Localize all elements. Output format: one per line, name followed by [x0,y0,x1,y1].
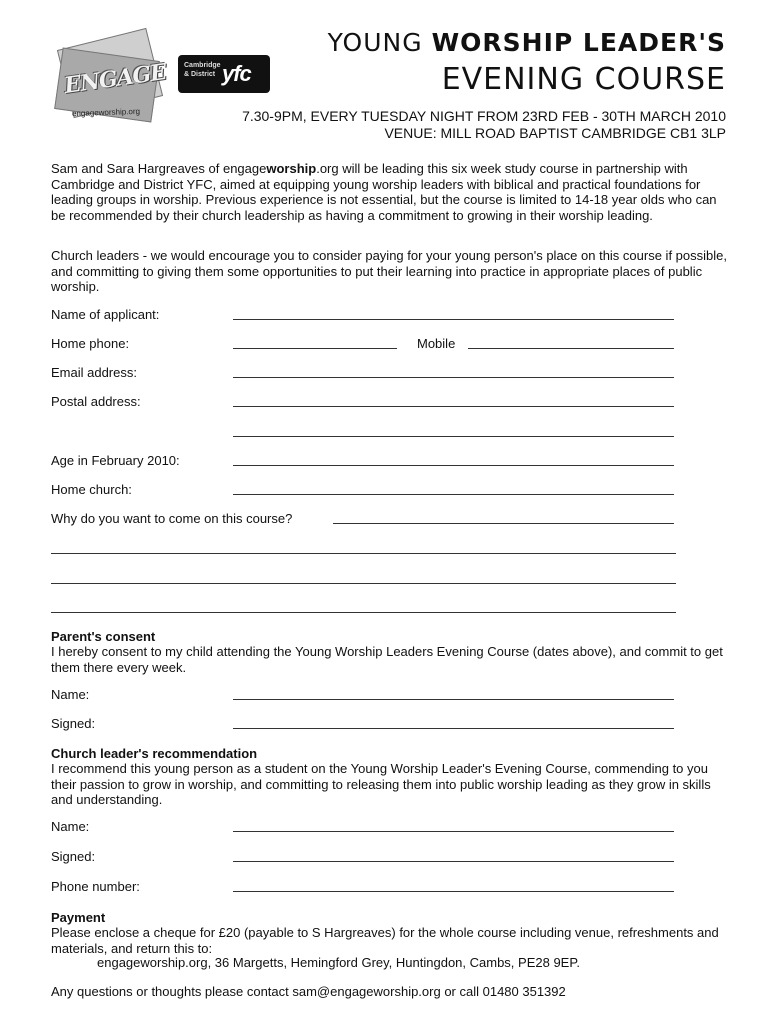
name-of-applicant-field[interactable] [233,319,674,320]
payment-heading: Payment [51,910,106,925]
engage-logo [56,36,168,128]
postal-address-field-line2[interactable] [233,436,674,437]
leader-signed-field[interactable] [233,861,674,862]
leader-recommendation-heading: Church leader's recommendation [51,746,258,761]
parent-consent-heading: Parent's consent [51,629,156,644]
title-worship-leaders: WORSHIP LEADER'S [431,28,726,57]
postal-address-field-line1[interactable] [233,406,674,407]
home-church-label: Home church: [51,482,132,497]
parent-signed-label: Signed: [51,716,96,731]
email-address-label: Email address: [51,365,137,380]
engage-logo-word: ENGAGE [62,59,168,99]
return-address: engageworship.org, 36 Margetts, Hemingford Grey, Huntingdon, Cambs, PE28 9EP. [97,955,580,970]
course-venue: VENUE: MILL ROAD BAPTIST CAMBRIDGE CB1 3LP [384,125,726,141]
why-come-field-line3[interactable] [51,583,676,584]
age-label: Age in February 2010: [51,453,180,468]
home-phone-label: Home phone: [51,336,130,351]
title-young: YOUNG [327,28,432,57]
email-address-field[interactable] [233,377,674,378]
intro-paragraph [51,161,731,223]
leader-phone-label: Phone number: [51,879,140,894]
leader-signed-label: Signed: [51,849,96,864]
name-of-applicant-label: Name of applicant: [51,307,160,322]
payment-text: Please enclose a cheque for £20 (payable to S Hargreaves) for the whole course including venue, refreshments and materials, and return this to: [51,925,719,956]
age-field[interactable] [233,465,674,466]
leader-name-field[interactable] [233,831,674,832]
parent-name-field[interactable] [233,699,674,700]
parent-name-label: Name: [51,687,90,702]
contact-line: Any questions or thoughts please contact sam@engageworship.org or call 01480 351392 [51,984,566,999]
why-come-field-line1[interactable] [333,523,674,524]
leader-recommendation-text: I recommend this young person as a student on the Young Worship Leader's Evening Course, commending to you their passion to grow in worship, and committing to releasing them into public worship leading as they grow in skills and understanding. [51,761,711,807]
parent-consent-text: I hereby consent to my child attending the Young Worship Leaders Evening Course (dates above), and commit to get them there every week. [51,644,723,675]
yfc-logo-word: yfc [222,61,251,86]
course-dates: 7.30-9PM, EVERY TUESDAY NIGHT FROM 23RD FEB - 30TH MARCH 2010 [242,108,726,124]
church-leaders-paragraph: Church leaders - we would encourage you to consider paying for your young person's place on this course if possible, and committing to giving them some opportunities to put their learning into practice in appropriate places of public worship. [51,248,727,294]
intro-text-c: .org will be leading this six week study course in partnership with Cambridge and District YFC, aimed at equipping young worship leaders with biblical and practical foundations for leading groups in worship. Previous experience is not essential, but the course is limited to 14-18 year olds who can be recommended by their church leadership as having a commitment to growing in their worship leading. [51,161,717,223]
home-phone-field[interactable] [233,348,397,349]
why-come-label: Why do you want to come on this course? [51,511,293,526]
yfc-logo-region: Cambridge & District [184,62,221,78]
leader-phone-field[interactable] [233,891,674,892]
yfc-logo [178,55,270,93]
intro-text-a: Sam and Sara Hargreaves of engage [51,161,267,176]
mobile-field[interactable] [468,348,674,349]
home-church-field[interactable] [233,494,674,495]
postal-address-label: Postal address: [51,394,141,409]
intro-text-bold: worship [266,161,317,176]
why-come-field-line2[interactable] [51,553,676,554]
page-title-line1 [328,28,726,57]
page-title-line2: EVENING COURSE [441,62,726,97]
why-come-field-line4[interactable] [51,612,676,613]
leader-name-label: Name: [51,819,90,834]
parent-signed-field[interactable] [233,728,674,729]
mobile-label: Mobile [417,336,456,351]
engage-logo-url: engageworship.org [71,106,141,119]
